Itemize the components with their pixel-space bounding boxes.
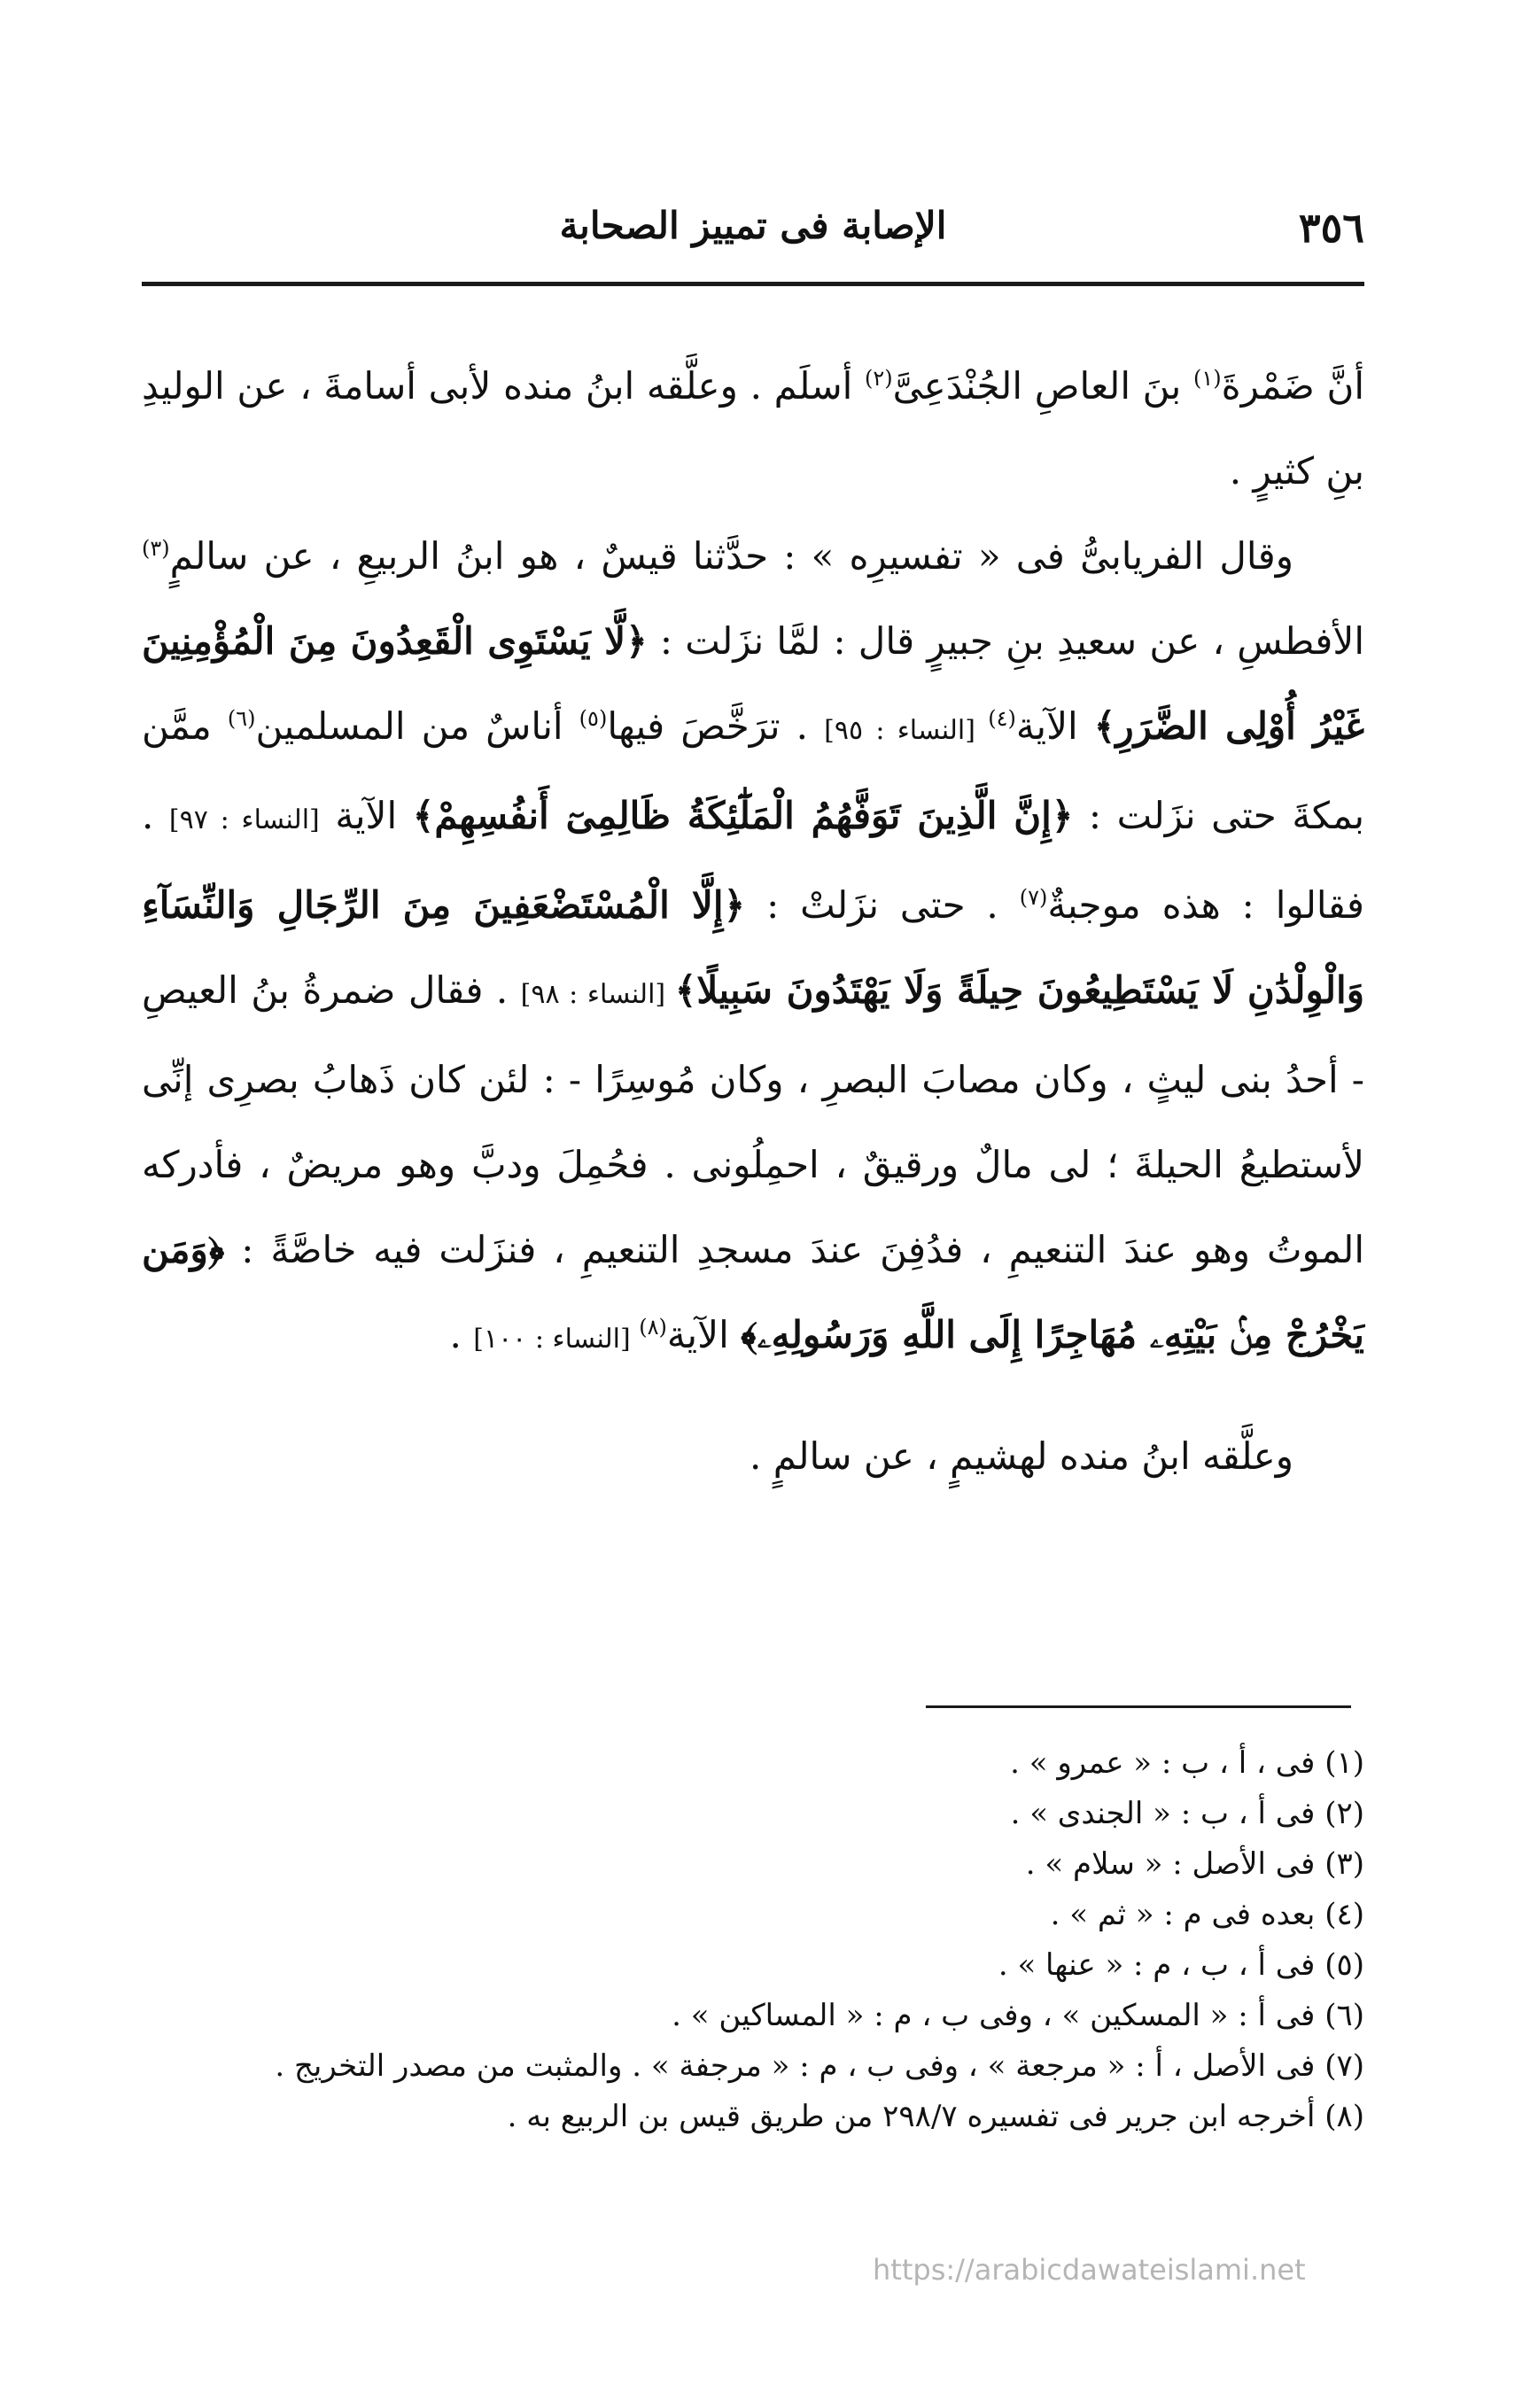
text-run: الأفطسِ ، عن سعيدِ بنِ جبيرٍ قال : لمَّا نزَلت : [647, 619, 1365, 663]
verse-citation: [النساء : ١٠٠] [473, 1324, 640, 1355]
text-run: أسلَم . وعلَّقه ابنُ منده لأبى أسامةَ ، عن الوليدِ بنِ كثيرٍ . [142, 364, 1364, 493]
footnote-ref-2: (٢) [865, 366, 893, 391]
text-run: الآية [666, 1313, 742, 1356]
verse-citation: [النساء : ٩٨] [520, 979, 675, 1010]
paragraph-3: وعلَّقه ابنُ منده لهشيمٍ ، عن سالمٍ . [750, 1434, 1293, 1478]
text-run: . حتى نزَلتْ : [745, 883, 1020, 927]
running-title: الإصابة فى تمييز الصحابة [559, 204, 947, 247]
footnote-ref-4: (٤) [988, 706, 1016, 731]
text-run: بنَ العاصِ الجُنْدَعِىَّ [892, 364, 1194, 408]
footnote-1: (١) فى ، أ ، ب : « عمرو » . [1010, 1745, 1364, 1781]
footnote-8: (٨) أخرجه ابن جرير فى تفسيره ٢٩٨/٧ من طريق قيس بن الربيع به . [507, 2099, 1364, 2134]
footnote-2: (٢) فى أ ، ب : « الجندى » . [1010, 1796, 1364, 1831]
footnote-ref-6: (٦) [227, 706, 256, 731]
page-number: ٣٥٦ [1298, 204, 1364, 252]
paragraph-2 [142, 514, 1364, 1382]
verse-citation: [النساء : ٩٥] [824, 715, 989, 746]
quran-verse: ﴿وَمَن يَخْرُجْ مِنۢ بَيْتِهِۦ مُهَاجِرًا إِلَى اللَّهِ وَرَسُولِهِۦ﴾ [142, 1228, 1364, 1356]
footnote-ref-1: (١) [1193, 366, 1222, 391]
text-run: أنَّ ضَمْرةَ [1221, 364, 1364, 408]
text-run: . ترَخَّصَ فيها [607, 704, 825, 748]
main-text [142, 344, 1364, 1499]
quran-verse: ﴿إِلَّا الْمُسْتَضْعَفِينَ مِنَ الرِّجَالِ وَالنِّسَآءِ وَالْوِلْدَٰنِ لَا يَسْتَطِيعُونَ حِيلَةً وَلَا يَهْتَدُونَ سَبِيلًا﴾ [142, 883, 1364, 1012]
text-run: أناسٌ من المسلمين [255, 704, 579, 748]
footnote-rule [926, 1705, 1351, 1708]
text-run: الآية [1015, 704, 1094, 748]
verse-citation: [النساء : ٩٧] [168, 804, 320, 835]
text-run: . فقال ضمرةُ بنُ العيصِ - أحدُ بنى ليثٍ ، وكان مصابَ البصرِ ، وكان مُوسِرًا - : لئن كان ذَهابُ بصرِى إنِّى لأستطيعُ الحيلةَ ؛ لى مالٌ ورقيقٌ ، احمِلُونى . فحُمِلَ ودبَّ وهو مريضٌ ، فأدركه الموتُ وهو عندَ التنعيمِ ، فدُفِنَ عندَ مسجدِ التنعيمِ ، فنزَلت فيه خاصَّةً : [142, 968, 1364, 1271]
paragraph-1 [142, 344, 1364, 514]
footnote-ref-7: (٧) [1019, 885, 1048, 910]
quran-verse: ﴿لَّا يَسْتَوِى الْقَعِدُونَ مِنَ الْمُؤْمِنِينَ غَيْرُ أُوْلِى الضَّرَرِ﴾ [142, 619, 1365, 748]
text-run: الآية [319, 794, 413, 837]
text-run: . فقالوا : هذه موجبةٌ [142, 794, 1364, 927]
watermark-url: https://arabicdawateislami.net [873, 2253, 1306, 2287]
footnote-7: (٧) فى الأصل ، أ : « مرجعة » ، وفى ب ، م : « مرجفة » . والمثبت من مصدر التخريج . [275, 2048, 1364, 2084]
text-run: . [449, 1313, 474, 1356]
footnote-ref-5: (٥) [579, 706, 608, 731]
text-run: ممَّن بمكةَ حتى نزَلت : [142, 704, 1365, 837]
footnote-ref-8: (٨) [639, 1315, 667, 1340]
header-rule [142, 282, 1364, 286]
footnote-5: (٥) فى أ ، ب ، م : « عنها » . [998, 1947, 1364, 1983]
text-run: وقال الفريابىُّ فى « تفسيرِه » : حدَّثنا قيسٌ ، هو ابنُ الربيعِ ، عن سالمٍ [169, 534, 1293, 578]
footnote-4: (٤) بعده فى م : « ثم » . [1050, 1897, 1364, 1932]
footnote-6: (٦) فى أ : « المسكين » ، وفى ب ، م : « المساكين » . [672, 1998, 1364, 2033]
footnote-3: (٣) فى الأصل : « سلام » . [1025, 1846, 1364, 1882]
footnotes [142, 1738, 1364, 2142]
quran-verse: ﴿إِنَّ الَّذِينَ تَوَفَّهُمُ الْمَلَٰٓئِكَةُ ظَالِمِىٓ أَنفُسِهِمْ﴾ [412, 794, 1074, 837]
page-header [142, 197, 1364, 268]
footnote-ref-3: (٣) [142, 536, 170, 561]
